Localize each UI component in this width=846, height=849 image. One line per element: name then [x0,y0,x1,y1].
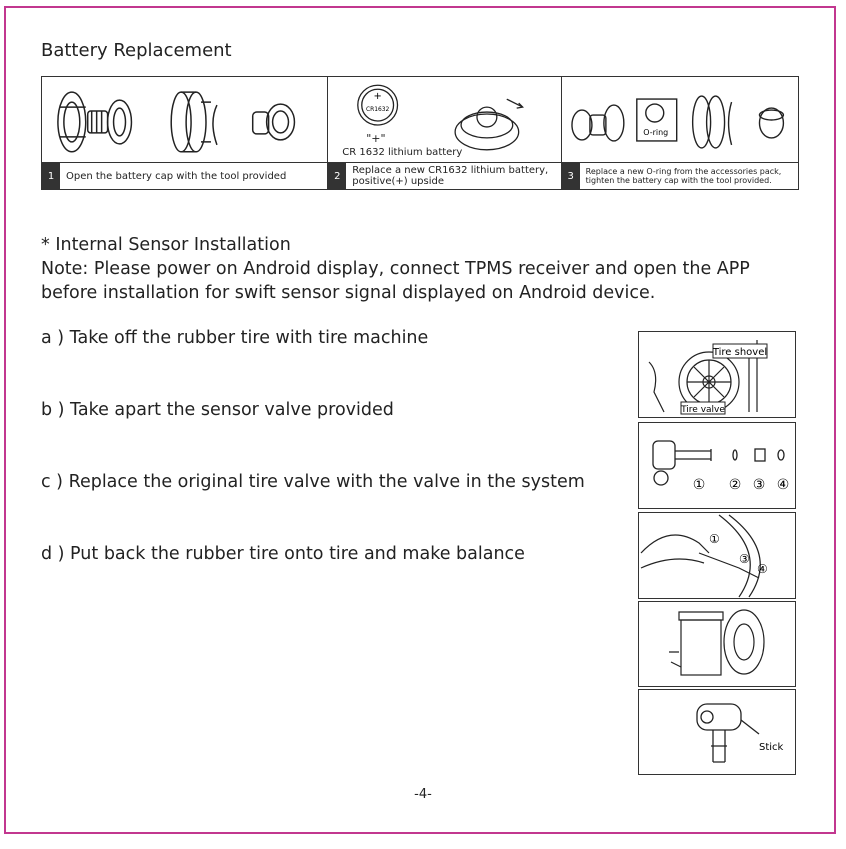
sensor-open-illustration [42,77,327,163]
installation-heading: * Internal Sensor Installation [41,235,291,255]
part-4-label: ④ [776,477,790,493]
install-step-c: c ) Replace the original tire valve with the valve in the system [41,472,585,492]
plus-sign: + [373,91,383,103]
plus-quote: "+" [366,132,386,145]
part-3-label: ③ [752,477,766,493]
mount-part-4: ④ [757,562,768,576]
tire-machine-figure [638,331,796,418]
install-step-b: b ) Take apart the sensor valve provided [41,400,394,420]
sensor-stick-figure [638,689,796,775]
page-number: -4- [414,787,432,802]
tire-shovel-label: Tire shovel [712,347,768,358]
battery-label: CR 1632 lithium battery [342,147,463,158]
mount-part-3: ③ [739,552,750,566]
step-text: Open the battery cap with the tool provided [66,170,287,182]
install-step-d: d ) Put back the rubber tire onto tire and make balance [41,544,525,564]
stick-label: Stick [759,742,784,753]
step-number: 3 [562,163,580,189]
installation-note: Note: Please power on Android display, connect TPMS receiver and open the APP before installation for swift sensor signal displayed on Android device. [41,259,750,303]
sensor-close-illustration [562,77,798,163]
step-number: 1 [42,163,60,189]
sensor-parts-figure [638,422,796,509]
battery-replacement-strip [41,76,799,190]
tire-balance-figure [638,601,796,687]
install-step-a: a ) Take off the rubber tire with tire machine [41,328,429,348]
step-number: 2 [328,163,346,189]
battery-step-2 [328,77,561,189]
battery-step-3 [562,77,798,189]
part-2-label: ② [728,477,742,493]
step-text: Replace a new O-ring from the accessories pack, tighten the battery cap with the tool provided. [585,167,782,185]
part-1-label: ① [692,477,706,493]
valve-mount-figure [638,512,796,599]
battery-step-1 [42,77,328,189]
installation-section [41,233,801,305]
battery-model: CR1632 [366,106,390,114]
step-text: Replace a new CR1632 lithium battery, positive(+) upside [352,165,549,187]
tire-valve-label: Tire valve [681,405,725,415]
oring-label: O-ring [642,127,668,137]
section-title: Battery Replacement [41,40,232,61]
mount-part-1: ① [709,532,720,546]
